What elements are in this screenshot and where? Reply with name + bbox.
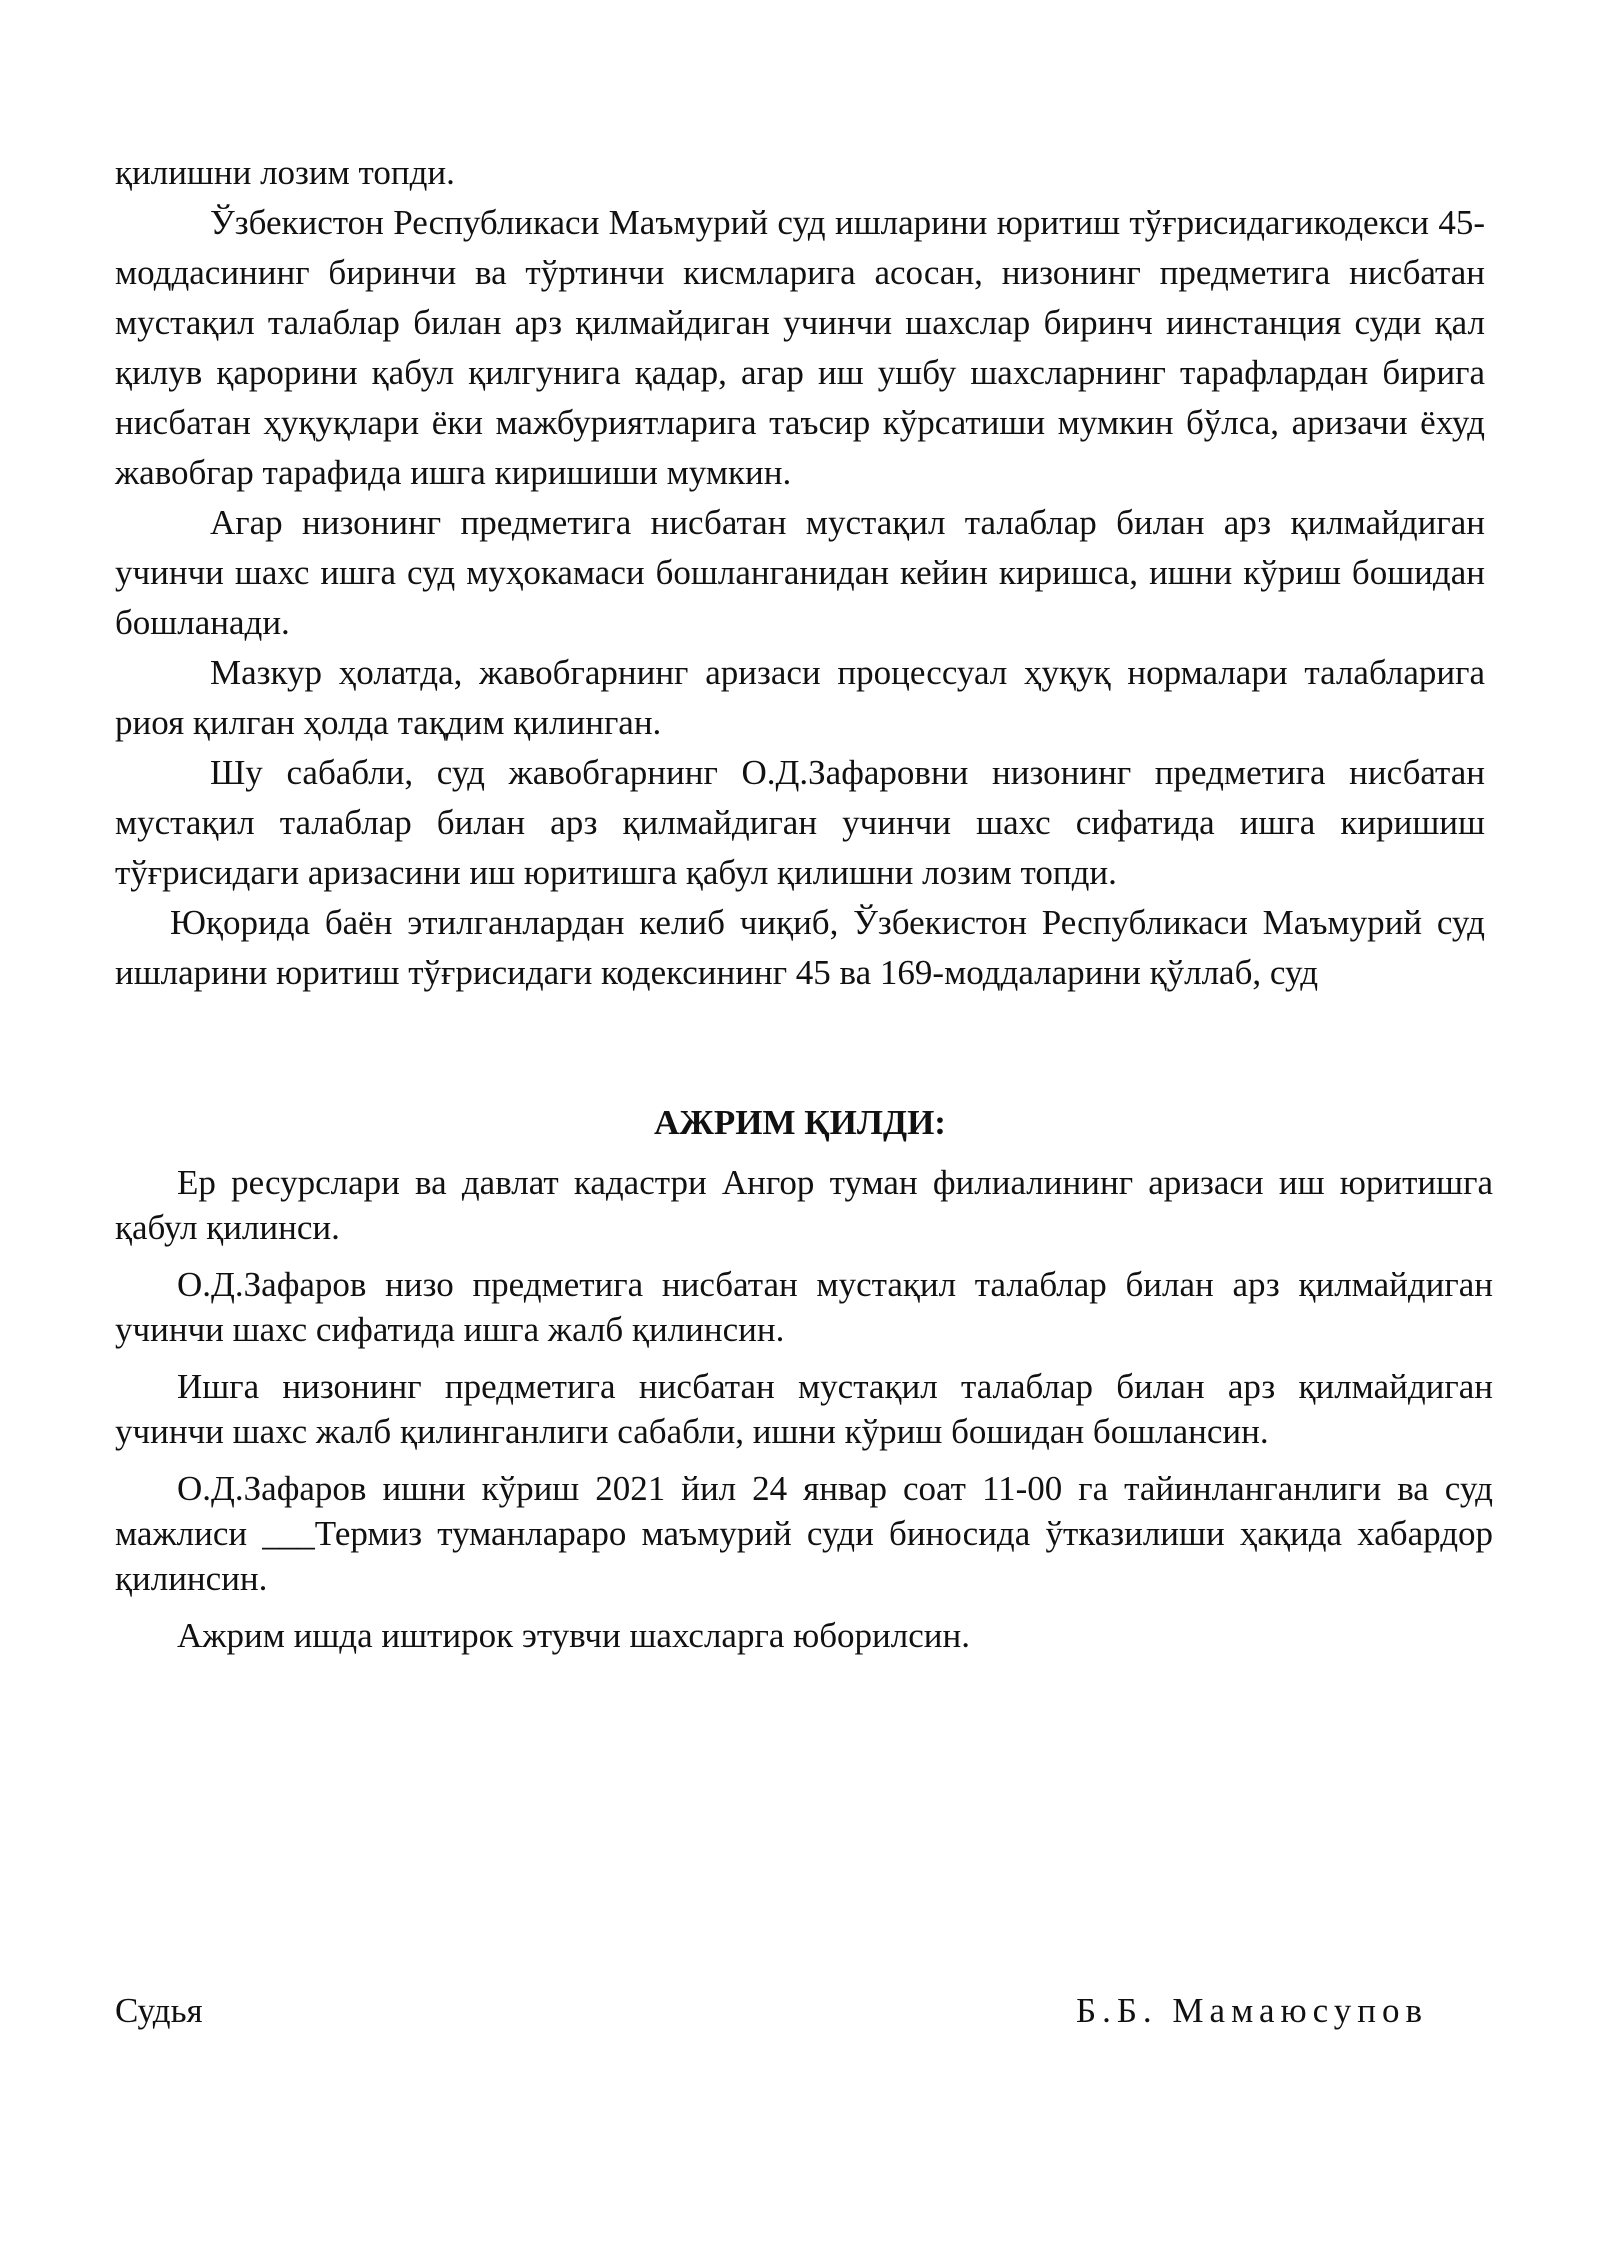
paragraph-reasoning: Шу сабабли, суд жавобгарнинг О.Д.Зафаровни низонинг предметига нисбатан мустақил талаблар билан арз қилмайдиган учинчи шахс сифатида ишга киришиш тўғрисидаги аризасини иш юритишга қабул қилишни лозим топди.	[115, 753, 1485, 892]
paragraph-late-entry: Агар низонинг предметига нисбатан мустақил талаблар билан арз қилмайдиган учинчи шахс ишга суд муҳокамаси бошланганидан кейин киришса, ишни кўриш бошидан бошланади.	[115, 503, 1485, 642]
paragraph-conclusion: Юқорида баён этилганлардан келиб чиқиб, Ўзбекистон Республикаси Маъмурий суд ишларини юритиш тўғрисидаги кодексининг 45 ва 169-моддаларини қўллаб, суд	[115, 903, 1485, 992]
ruling-decisions	[115, 1160, 1493, 1670]
signature-title: Судья	[115, 1991, 203, 2030]
decision-item: О.Д.Зафаров низо предметига нисбатан мустақил талаблар билан арз қилмайдиган учинчи шахс сифатида ишга жалб қилинсин.	[115, 1265, 1493, 1349]
paragraph-compliance: Мазкур ҳолатда, жавобгарнинг аризаси процессуал ҳуқуқ нормалари талабларига риоя қилган ҳолда тақдим қилинган.	[115, 653, 1485, 742]
paragraph-continuation: қилишни лозим топди.	[115, 153, 455, 192]
decision-item: Ер ресурслари ва давлат кадастри Ангор туман филиалининг аризаси иш юритишга қабул қилинси.	[115, 1163, 1493, 1247]
document-body	[115, 148, 1485, 998]
decision-item: О.Д.Зафаров ишни кўриш 2021 йил 24 январ соат 11-00 га тайинланганлиги ва суд мажлиси ___Термиз туманлараро маъмурий суди биносида ўтказилиши ҳақида хабардор қилинсин.	[115, 1469, 1493, 1598]
decision-item: Ишга низонинг предметига нисбатан мустақил талаблар билан арз қилмайдиган учинчи шахс жалб қилинганлиги сабабли, ишни кўриш бошидан бошлансин.	[115, 1367, 1493, 1451]
paragraph-legal-basis: Ўзбекистон Республикаси Маъмурий суд ишларини юритиш тўғрисидагикодекси 45-моддасининг биринчи ва тўртинчи кисмларига асосан, низонинг предметига нисбатан мустақил талаблар билан арз қилмайдиган учинчи шахслар биринч иинстанция суди қал қилув қарорини қабул қилгунига қадар, агар иш ушбу шахсларнинг тарафлардан бирига нисбатан ҳуқуқлари ёки мажбуриятларига таъсир кўрсатиши мумкин бўлса, аризачи ёхуд жавобгар тарафида ишга киришиши мумкин.	[115, 203, 1485, 492]
ruling-heading: АЖРИМ ҚИЛДИ:	[654, 1103, 946, 1142]
decision-item: Ажрим ишда иштирок этувчи шахсларга юборилсин.	[177, 1616, 971, 1655]
signature-name: Б.Б. Мамаюсупов	[1075, 1991, 1428, 2030]
